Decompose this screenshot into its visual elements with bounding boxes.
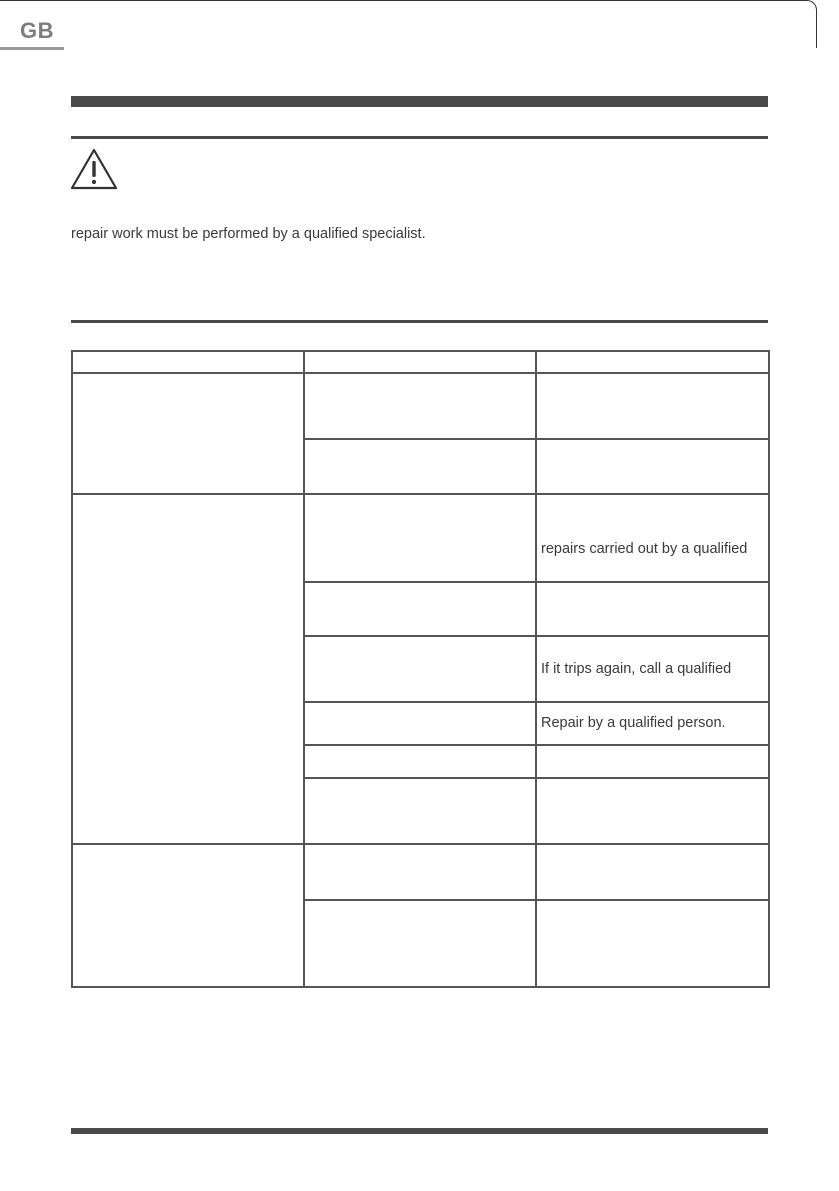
cause-cell <box>304 373 536 439</box>
table-row <box>72 844 769 900</box>
cause-cell <box>304 702 536 745</box>
language-underline <box>0 47 64 50</box>
remedy-cell <box>536 582 769 636</box>
cause-cell <box>304 439 536 494</box>
problem-cell <box>72 844 304 987</box>
remedy-cell <box>536 439 769 494</box>
remedy-cell <box>536 745 769 778</box>
table-header-row <box>72 351 769 373</box>
troubleshooting-table <box>71 350 770 988</box>
remedy-cell <box>536 900 769 987</box>
page-corner-line <box>0 0 817 48</box>
header-problem <box>72 351 304 373</box>
remedy-cell <box>536 844 769 900</box>
warning-triangle-icon <box>70 148 118 190</box>
header-remedy <box>536 351 769 373</box>
table-section-rule <box>71 320 768 323</box>
cause-cell <box>304 844 536 900</box>
cause-cell <box>304 900 536 987</box>
footer-bar <box>71 1128 768 1134</box>
remedy-cell: Repair by a qualified person. <box>536 702 769 745</box>
section-rule <box>71 136 768 139</box>
cause-cell <box>304 636 536 702</box>
problem-cell <box>72 373 304 494</box>
cause-cell <box>304 778 536 844</box>
language-label: GB <box>20 18 54 43</box>
header-cause <box>304 351 536 373</box>
remedy-cell <box>536 778 769 844</box>
problem-cell <box>72 494 304 844</box>
warning-text: repair work must be performed by a qualified specialist. <box>71 226 426 242</box>
cause-cell <box>304 582 536 636</box>
section-title-bar <box>71 96 768 107</box>
cause-cell <box>304 745 536 778</box>
remedy-cell: If it trips again, call a qualified <box>536 636 769 702</box>
table-row <box>72 373 769 439</box>
table-row <box>72 494 769 582</box>
remedy-cell <box>536 373 769 439</box>
remedy-cell: repairs carried out by a qualified <box>536 494 769 582</box>
cause-cell <box>304 494 536 582</box>
